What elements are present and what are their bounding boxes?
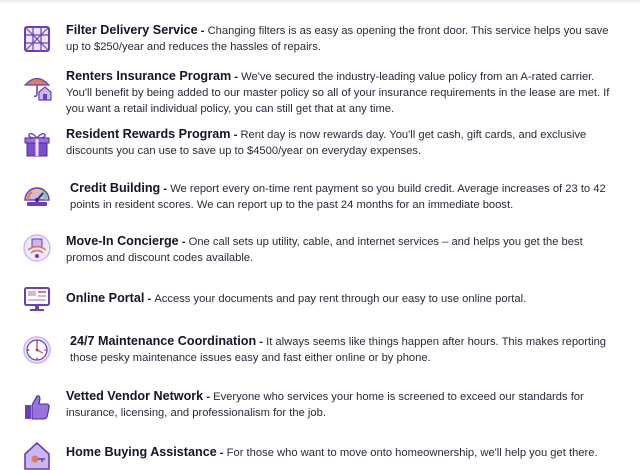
benefit-description: One call sets up utility, cable, and internet services – and helps you get the best promos and discount codes available. xyxy=(66,236,583,264)
benefit-separator: - xyxy=(216,447,227,459)
filter-grid-icon xyxy=(22,24,52,54)
credit-gauge-icon xyxy=(22,180,52,210)
portal-monitor-icon xyxy=(22,284,52,314)
thumbs-up-icon xyxy=(22,392,52,422)
benefit-text xyxy=(66,68,622,117)
benefit-description: For those who want to move onto homeownership, we'll help you get there. xyxy=(226,447,598,459)
house-key-icon xyxy=(22,440,52,470)
benefit-description: We report every on-time rent payment so you build credit. Average increases of 23 to 42 points in resident scores. We can report up to the past 24 months for an immediate boost. xyxy=(70,183,606,211)
concierge-wifi-icon xyxy=(22,233,52,263)
benefit-title: Move-In Concierge xyxy=(66,234,179,248)
top-edge xyxy=(0,0,640,4)
benefit-text xyxy=(66,388,622,421)
gift-icon xyxy=(22,129,52,159)
benefit-separator: - xyxy=(231,71,242,83)
benefit-separator: - xyxy=(160,183,171,195)
benefit-title: Filter Delivery Service xyxy=(66,23,198,37)
benefit-separator: - xyxy=(230,129,241,141)
benefit-description: We've secured the industry-leading value policy from an A-rated carrier. You'll benefit by being added to our master policy so all of your insurance requirements in the lease are met. If you want a retail individual policy, you can still get that at any time. xyxy=(66,71,610,115)
benefit-title: Vetted Vendor Network xyxy=(66,389,204,403)
benefit-text xyxy=(66,444,622,461)
benefit-description: Everyone who services your home is screened to exceed our standards for insurance, licensing, and professionalism for the job. xyxy=(66,391,584,419)
benefit-text xyxy=(66,22,622,55)
benefit-description: Rent day is now rewards day. You'll get cash, gift cards, and exclusive discounts you can use to save up to $4500/year on everyday expenses. xyxy=(66,129,587,157)
umbrella-house-icon xyxy=(22,72,52,102)
benefit-separator: - xyxy=(203,391,214,403)
benefit-title: Credit Building xyxy=(70,181,161,195)
benefit-title: Home Buying Assistance xyxy=(66,445,217,459)
benefit-description: It always seems like things happen after hours. This makes reporting those pesky maintenance issues easy and fast either online or by phone. xyxy=(70,336,607,364)
benefit-text xyxy=(66,290,622,307)
benefit-description: Changing filters is as easy as opening the front door. This service helps you save up to $250/year and reduces the hassles of repairs. xyxy=(66,25,609,53)
benefit-text xyxy=(70,180,626,213)
benefit-title: Resident Rewards Program xyxy=(66,127,231,141)
benefit-separator: - xyxy=(178,236,189,248)
benefit-title: Online Portal xyxy=(66,291,145,305)
benefit-text xyxy=(70,333,622,366)
clock-icon xyxy=(22,335,52,365)
benefit-separator: - xyxy=(256,336,267,348)
benefit-title: Renters Insurance Program xyxy=(66,69,232,83)
benefit-description: Access your documents and pay rent through our easy to use online portal. xyxy=(154,293,527,305)
benefit-title: 24/7 Maintenance Coordination xyxy=(70,334,257,348)
benefit-separator: - xyxy=(197,25,208,37)
benefit-text xyxy=(66,126,622,159)
benefit-separator: - xyxy=(144,293,155,305)
benefit-text xyxy=(66,233,622,266)
